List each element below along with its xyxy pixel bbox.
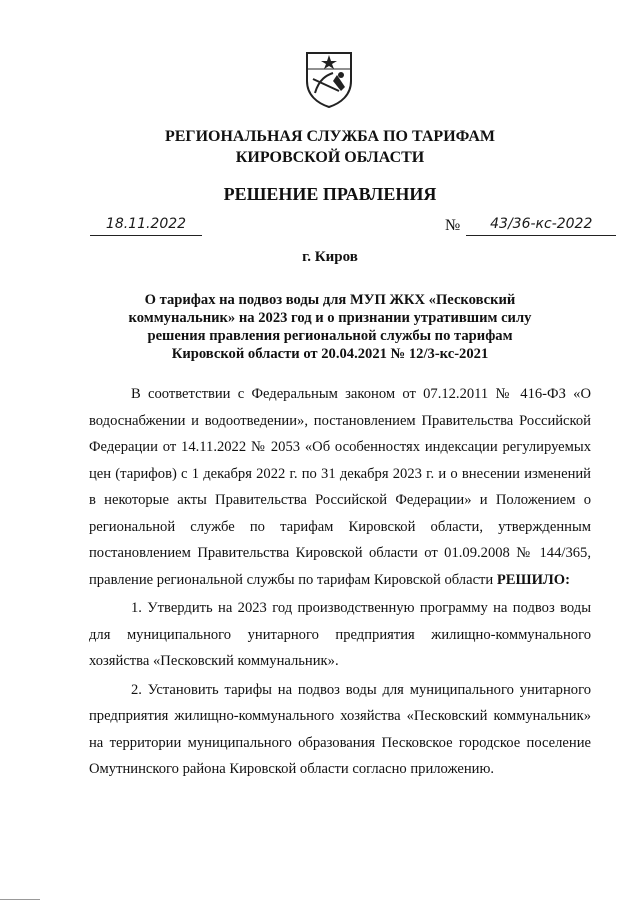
decision-number: 43/36-кс-2022 xyxy=(466,216,616,236)
paragraph-preamble xyxy=(89,381,591,593)
paragraph-item-1: 1. Утвердить на 2023 год производственную программу на подвоз воды для муниципального унитарного предприятия жилищно-коммунального хозяйства «Песковский коммунальник». xyxy=(89,600,591,669)
document-body xyxy=(89,381,591,783)
city: г. Киров xyxy=(302,249,358,265)
agency-name-line2: КИРОВСКОЙ ОБЛАСТИ xyxy=(235,149,425,166)
agency-name-line1: РЕГИОНАЛЬНАЯ СЛУЖБА ПО ТАРИФАМ xyxy=(164,128,496,145)
document-title: О тарифах на подвоз воды для МУП ЖКХ «Песковский коммунальник» на 2023 год и о признании утратившим силу решения правления региональной службы по тарифам Кировской области от 20.04.2021 № 12/3-кс-2021 xyxy=(128,292,532,362)
agency-name xyxy=(100,126,560,168)
coat-of-arms-emblem xyxy=(303,49,355,109)
number-sign: № xyxy=(445,217,461,234)
paragraph-item-2: 2. Установить тарифы на подвоз воды для муниципального унитарного предприятия жилищно-коммунального хозяйства «Песковский коммунальник» на территории муниципального образования Песковское городское поселение Омутнинского района Кировской области согласно приложению. xyxy=(89,681,591,777)
decision-word: РЕШИЛО: xyxy=(496,571,571,588)
decision-date: 18.11.2022 xyxy=(90,216,202,236)
page-edge-mark xyxy=(0,899,40,900)
decision-number-block xyxy=(445,216,616,236)
preamble-text: В соответствии с Федеральным законом от 07.12.2011 № 416-ФЗ «О водоснабжении и водоотведении», постановлением Правительства Российской Федерации от 14.11.2022 № 2053 «Об особенностях индексации регулируемых цен (тарифов) с 1 декабря 2022 г. по 31 декабря 2023 г. и о внесении изменений в некоторые акты Правительства Российской Федерации» и Положением о региональной службе по тарифам Кировской области, утвержденным постановлением Правительства Кировской области от 01.09.2008 № 144/365, правление региональной службы по тарифам Кировской области xyxy=(89,386,591,588)
document-type: РЕШЕНИЕ ПРАВЛЕНИЯ xyxy=(223,184,437,204)
